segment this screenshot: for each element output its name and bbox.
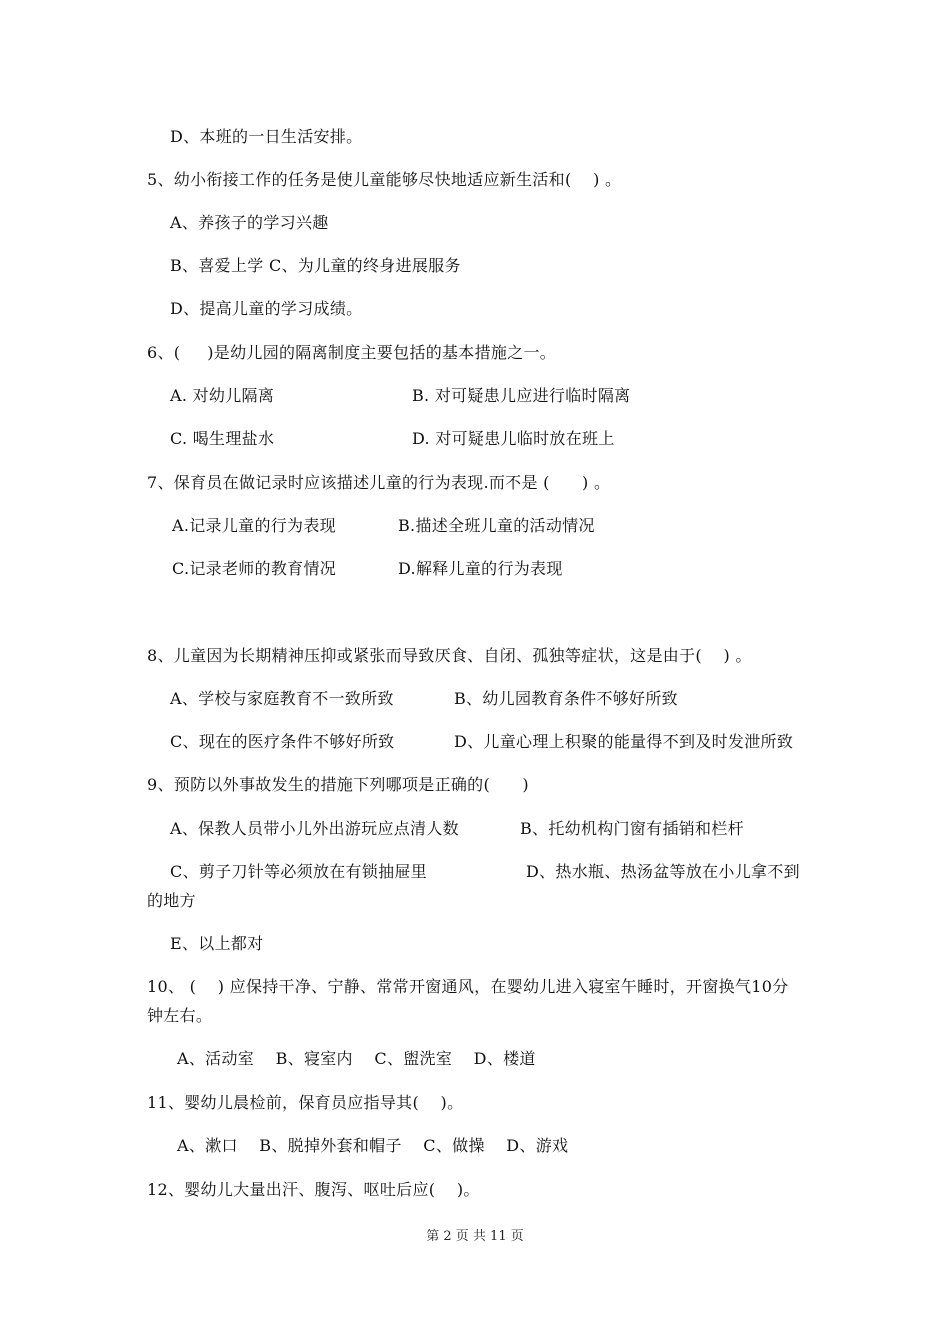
q5-option-d: D、提高儿童的学习成绩。	[170, 299, 363, 318]
q9-option-c: C、剪子刀针等必须放在有锁抽屉里	[170, 862, 428, 881]
q7-option-c: C.记录老师的教育情况	[172, 559, 337, 578]
q8-option-c: C、现在的医疗条件不够好所致	[170, 732, 395, 751]
page-number-footer: 第 2 页 共 11 页	[426, 1229, 524, 1244]
q6-stem: 6、( )是幼儿园的隔离制度主要包括的基本措施之一。	[147, 343, 557, 362]
q6-option-c: C. 喝生理盐水	[170, 429, 275, 448]
q8-option-d: D、儿童心理上积聚的能量得不到及时发泄所致	[454, 732, 794, 751]
q4-option-d: D、本班的一日生活安排。	[170, 127, 363, 146]
q9-option-d-line2: 的地方	[147, 891, 196, 910]
q6-option-d: D. 对可疑患儿临时放在班上	[412, 429, 615, 448]
q9-option-a: A、保教人员带小儿外出游玩应点清人数	[170, 819, 459, 838]
q7-option-a: A.记录儿童的行为表现	[172, 516, 336, 535]
q11-options: A、漱口 B、脱掉外套和帽子 C、做操 D、游戏	[177, 1136, 569, 1155]
q5-option-bc: B、喜爱上学 C、为儿童的终身进展服务	[170, 256, 461, 275]
q9-stem: 9、预防以外事故发生的措施下列哪项是正确的( )	[147, 775, 529, 794]
q5-option-a: A、养孩子的学习兴趣	[170, 213, 329, 232]
q8-option-b: B、幼儿园教育条件不够好所致	[454, 689, 678, 708]
q7-option-b: B.描述全班儿童的活动情况	[398, 516, 595, 535]
q7-stem: 7、保育员在做记录时应该描述儿童的行为表现.而不是 ( ) 。	[147, 473, 611, 492]
q8-option-a: A、学校与家庭教育不一致所致	[170, 689, 394, 708]
q12-stem: 12、婴幼儿大量出汗、腹泻、呕吐后应( )。	[147, 1180, 480, 1199]
q6-option-a: A. 对幼儿隔离	[170, 386, 275, 405]
q5-stem: 5、幼小衔接工作的任务是使儿童能够尽快地适应新生活和( ) 。	[147, 170, 622, 189]
q8-stem: 8、儿童因为长期精神压抑或紧张而导致厌食、自闭、孤独等症状，这是由于( ) 。	[147, 646, 752, 665]
q10-stem-line1: 10、 ( ) 应保持干净、宁静、常常开窗通风，在婴幼儿进入寝室午睡时，开窗换气10分	[147, 977, 789, 996]
q9-option-b: B、托幼机构门窗有插销和栏杆	[520, 819, 744, 838]
q10-options: A、活动室 B、寝室内 C、盥洗室 D、楼道	[177, 1049, 536, 1068]
q6-option-b: B. 对可疑患儿应进行临时隔离	[412, 386, 631, 405]
q7-option-d: D.解释儿童的行为表现	[398, 559, 563, 578]
q9-option-d-line1: D、热水瓶、热汤盆等放在小儿拿不到	[526, 862, 800, 881]
q11-stem: 11、婴幼儿晨检前，保育员应指导其( )。	[147, 1093, 464, 1112]
q10-stem-line2: 钟左右。	[147, 1006, 213, 1025]
q9-option-e: E、以上都对	[170, 934, 264, 953]
